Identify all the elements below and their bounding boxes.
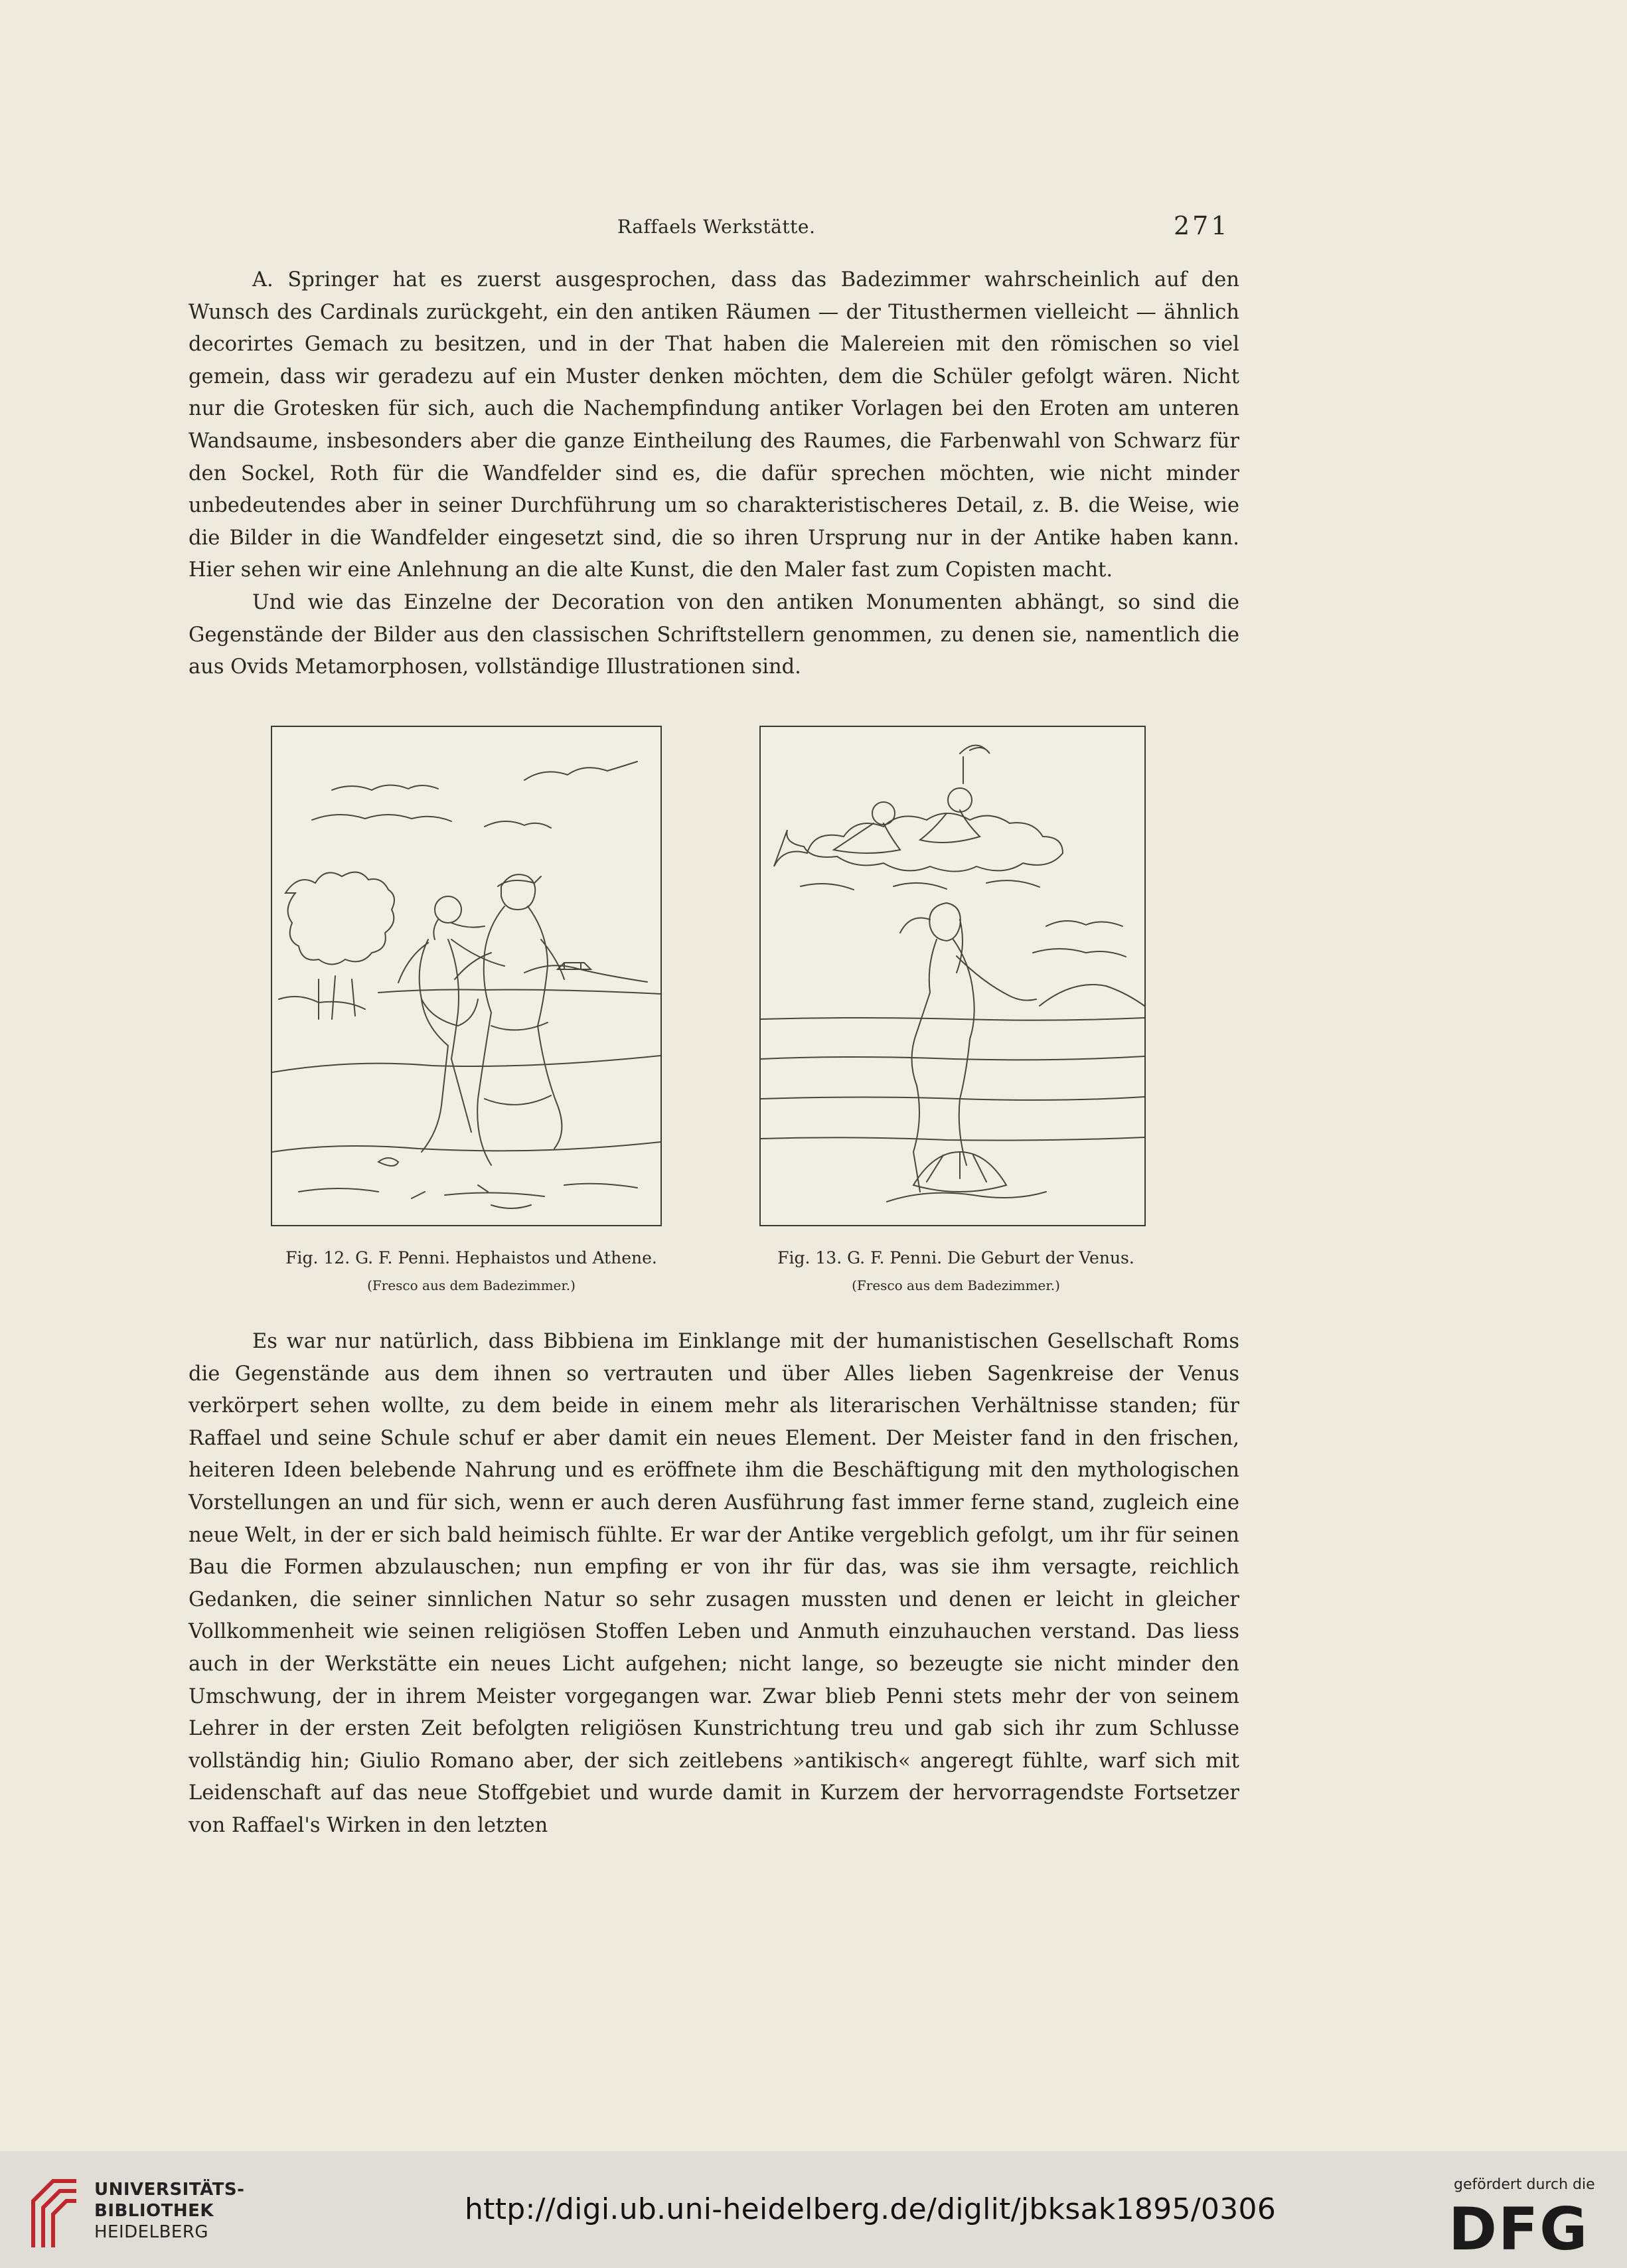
figure-13-caption: Fig. 13. G. F. Penni. Die Geburt der Venus. xyxy=(777,1248,1134,1267)
page-number: 271 xyxy=(1174,211,1230,240)
funded-by-label: gefördert durch die xyxy=(1454,2176,1595,2193)
figure-hephaistos-athene xyxy=(271,726,662,1226)
figure-12-subcaption: (Fresco aus dem Badezimmer.) xyxy=(367,1277,576,1293)
running-title: Raffaels Werkstätte. xyxy=(617,216,816,238)
paragraph-2: Und wie das Einzelne der Decoration von den antiken Monumenten abhängt, so sind die Gegenstände der Bilder aus den classischen Schriftstellern genommen, zu denen sie, namentlich die aus Ovids Metamorphosen, vollständige Illustrationen sind. xyxy=(189,591,1239,679)
figure-12-caption: Fig. 12. G. F. Penni. Hephaistos und Athene. xyxy=(285,1248,657,1267)
paragraph-1: A. Springer hat es zuerst ausgesprochen, dass das Badezimmer wahrscheinlich auf den Wunsch des Cardinals zurückgeht, ein den antiken Räumen — der Titusthermen vielleicht — ähnlich decorirtes Gemach zu besitzen, und in der That haben die Malereien mit den römischen so viel gemein, dass wir geradezu auf ein Muster denken möchten, dem die Schüler gefolgt wären. Nicht nur die Grotesken für sich, auch die Nachempfindung antiker Vorlagen bei den Eroten am unteren Wandsaume, insbesonders aber die ganze Eintheilung des Raumes, die Farbenwahl von Schwarz für den Sockel, Roth für die Wandfelder sind es, die dafür sprechen möchten, wie nicht minder unbedeutendes aber in seiner Durchführung um so charakteristischeres Detail, z. B. die Weise, wie die Bilder in die Wandfelder eingesetzt sind, die so ihren Ursprung nur in der Antike haben kann. Hier sehen wir eine Anlehnung an die alte Kunst, die den Maler fast zum Copisten macht. xyxy=(189,268,1239,582)
digitization-footer xyxy=(0,2151,1627,2268)
illustration-hephaistos-athene xyxy=(272,727,660,1225)
figure-geburt-der-venus xyxy=(759,726,1146,1226)
illustration-geburt-der-venus xyxy=(761,727,1144,1225)
paragraph-3: Es war nur natürlich, dass Bibbiena im Einklange mit der humanistischen Gesellschaft Roms die Gegenstände aus dem ihnen so vertrauten und über Alles lieben Sagenkreise der Venus verkörpert sehen wollte, zu dem beide in einem mehr als literarischen Verhältnisse standen; für Raffael und seine Schule schuf er aber damit ein neues Element. Der Meister fand in den frischen, heiteren Ideen belebende Nahrung und es eröffnete ihm die Beschäftigung mit den mythologischen Vorstellungen an und für sich, wenn er auch deren Ausführung fast immer ferne stand, zugleich eine neue Welt, in der er sich bald heimisch fühlte. Er war der Antike vergeblich gefolgt, um ihr für seinen Bau die Formen abzulauschen; nun empfing er von ihr für das, was sie ihm versagte, reichlich Gedanken, die seiner sinnlichen Natur so sehr zusagen mussten und denen er leicht in gleicher Vollkommenheit wie seinen religiösen Stoffen Leben und Anmuth einzuhauchen verstand. Das liess auch in der Werkstätte ein neues Licht aufgehen; nicht lange, so bezeugte sie nicht minder den Umschwung, der in ihrem Meister vorgegangen war. Zwar blieb Penni stets mehr der von seinem Lehrer in der ersten Zeit befolgten religiösen Kunstrichtung treu und gab sich ihr zum Schlusse vollständig hin; Giulio Romano aber, der sich zeitlebens »antikisch« angeregt fühlte, warf sich mit Leidenschaft auf das neue Stoffgebiet und wurde damit in Kurzem der hervorragendste Fortsetzer von Raffael's Wirken in den letzten xyxy=(189,1330,1239,1837)
source-url-link[interactable]: http://digi.ub.uni-heidelberg.de/diglit/jbksak1895/0306 xyxy=(465,2192,1277,2226)
library-name: UNIVERSITÄTS- BIBLIOTHEK HEIDELBERG xyxy=(94,2180,245,2242)
university-library-logo-icon xyxy=(27,2171,83,2251)
dfg-logo: DFG xyxy=(1448,2195,1589,2263)
figure-13-subcaption: (Fresco aus dem Badezimmer.) xyxy=(852,1277,1060,1293)
